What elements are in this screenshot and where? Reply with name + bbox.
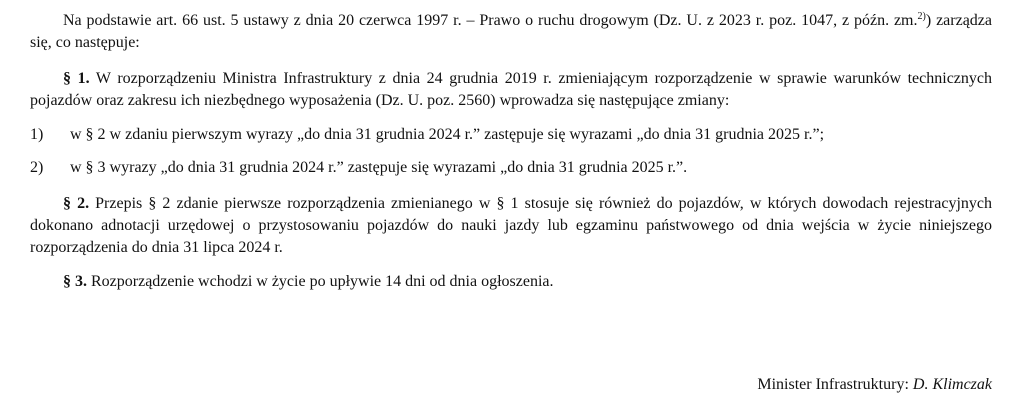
list-item-text: w § 2 w zdaniu pierwszym wyrazy „do dnia 31 grudnia 2024 r.” zastępuje się wyrazami „do dnia 31 grudnia 2025 r.”;: [70, 126, 825, 143]
list-item: [30, 124, 992, 146]
footnote-ref: 2): [917, 11, 926, 22]
signature-title: Minister Infrastruktury:: [757, 376, 909, 393]
section-3-text: Rozporządzenie wchodzi w życie po upływie 14 dni od dnia ogłoszenia.: [91, 273, 554, 290]
list-item-text: w § 3 wyrazy „do dnia 31 grudnia 2024 r.” zastępuje się wyrazami „do dnia 31 grudnia 2025 r.”.: [70, 159, 688, 176]
document-page: [30, 10, 993, 393]
signature: [757, 374, 992, 396]
list-item-number: 1): [30, 126, 44, 143]
section-1: [30, 68, 992, 112]
signature-name: D. Klimczak: [912, 376, 992, 393]
section-2-label: § 2.: [63, 195, 90, 212]
section-3-label: § 3.: [63, 273, 87, 290]
list-item: [30, 157, 992, 179]
intro-text: Na podstawie art. 66 ust. 5 ustawy z dnia 20 czerwca 1997 r. – Prawo o ruchu drogowym (Dz. U. z 2023 r. poz. 1047, z późn. zm.: [63, 12, 918, 29]
section-3: [30, 271, 992, 293]
list-item-number: 2): [30, 159, 44, 176]
intro-text-end: ) zarządza się, co następuje:: [30, 12, 993, 51]
intro-paragraph: [30, 10, 992, 54]
section-2: [30, 193, 992, 259]
section-2-text: Przepis § 2 zdanie pierwsze rozporządzenia zmienianego w § 1 stosuje się również do pojazdów, w których dowodach rejestracyjnych dokonano adnotacji urzędowej o przystosowaniu pojazdów do nauki jazdy lub egzaminu państwowego od dnia wejścia w życie niniejszego rozporządzenia do dnia 31 lipca 2024 r.: [30, 195, 993, 256]
section-1-label: § 1.: [63, 70, 90, 87]
section-1-text: W rozporządzeniu Ministra Infrastruktury z dnia 24 grudnia 2019 r. zmieniającym rozporządzenie w sprawie warunków technicznych pojazdów oraz zakresu ich niezbędnego wyposażenia (Dz. U. poz. 2560) wprowadza się następujące zmiany:: [30, 70, 993, 109]
